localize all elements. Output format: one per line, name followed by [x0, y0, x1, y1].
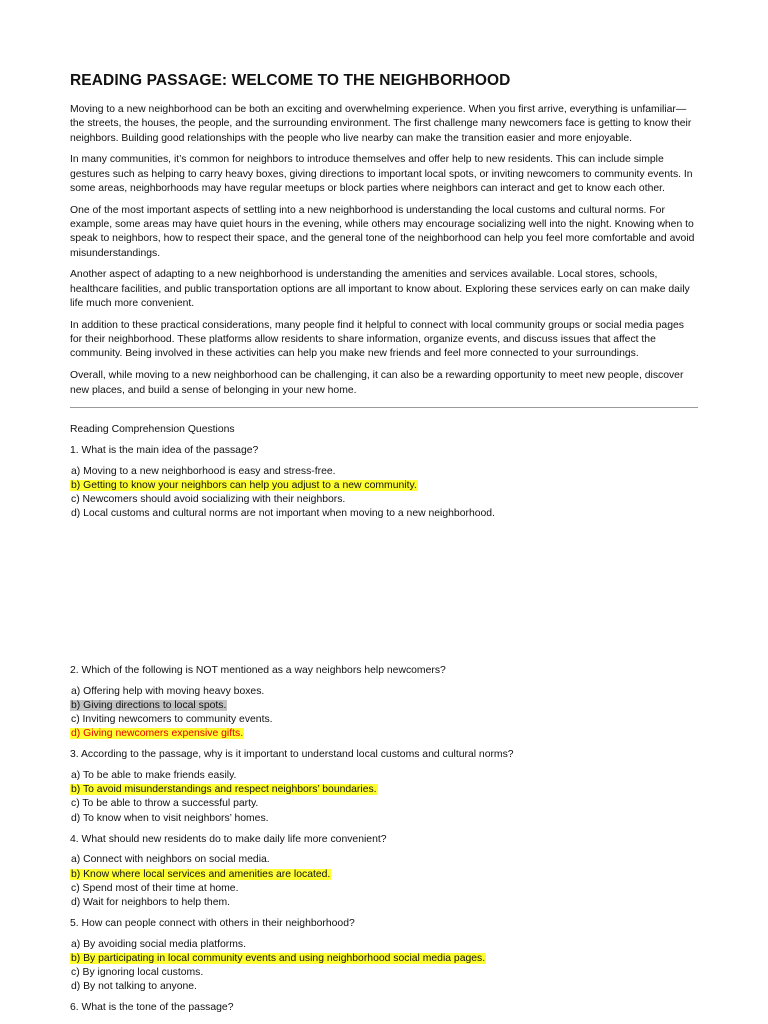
question-block	[70, 748, 698, 825]
blank-space	[70, 528, 698, 664]
section-divider	[70, 407, 698, 408]
passage-paragraph: Another aspect of adapting to a new neighborhood is understanding the amenities and services available. Local stores, schools, healthcare facilities, and public transportation options are all important to know about. Exploring these services early on can make daily life much more convenient.	[70, 269, 690, 310]
answer-option	[70, 685, 698, 699]
answer-option-text: a) To be able to make friends easily.	[71, 770, 237, 782]
answer-option	[70, 812, 698, 826]
answer-option	[70, 713, 698, 727]
answer-option-text: b) To avoid misunderstandings and respect neighbors’ boundaries.	[71, 784, 377, 796]
answer-option	[70, 980, 698, 994]
questions-heading: Reading Comprehension Questions	[70, 423, 235, 435]
answer-option	[70, 868, 698, 882]
question-block	[70, 917, 698, 994]
answer-option-text: d) Local customs and cultural norms are not important when moving to a new neighborhood.	[71, 508, 495, 520]
page-title: READING PASSAGE: WELCOME TO THE NEIGHBORHOOD	[70, 72, 511, 89]
answer-option	[70, 465, 698, 479]
answer-option-text: c) Spend most of their time at home.	[71, 882, 239, 894]
answer-option-text: a) By avoiding social media platforms.	[71, 938, 246, 950]
answer-option-text: d) To know when to visit neighbors’ homes.	[71, 812, 269, 824]
answer-option	[70, 966, 698, 980]
answer-option-text: b) Getting to know your neighbors can help you adjust to a new community.	[71, 480, 417, 492]
answer-option	[70, 783, 698, 797]
question-block	[70, 664, 698, 741]
answer-option-text: c) By ignoring local customs.	[71, 966, 204, 978]
answer-option-text: c) To be able to throw a successful party.	[71, 798, 259, 810]
question-text: 5. How can people connect with others in their neighborhood?	[70, 917, 355, 929]
answer-option-text: b) Know where local services and amenities are located.	[71, 868, 331, 880]
answer-option-text: b) Giving directions to local spots.	[71, 700, 227, 712]
answer-option-text: c) Newcomers should avoid socializing with their neighbors.	[71, 494, 346, 506]
questions-list	[70, 444, 698, 1015]
question-block	[70, 1001, 698, 1015]
passage-paragraph: One of the most important aspects of settling into a new neighborhood is understanding the local customs and cultural norms. For example, some areas may have quiet hours in the evening, while others may encourage socializing well into the night. Knowing when to speak to neighbors, how to respect their space, and the general tone of the neighborhood can help you feel more comfortable and avoid misunderstandings.	[70, 204, 695, 259]
answer-option	[70, 952, 698, 966]
answer-option-text: a) Offering help with moving heavy boxes.	[71, 686, 265, 698]
answer-option	[70, 769, 698, 783]
question-text: 6. What is the tone of the passage?	[70, 1002, 234, 1013]
answer-option-text: a) Connect with neighbors on social media.	[71, 854, 270, 866]
answer-option	[70, 853, 698, 867]
answer-option	[70, 882, 698, 896]
passage-paragraph: In many communities, it’s common for neighbors to introduce themselves and offer help to new residents. This can include simple gestures such as helping to carry heavy boxes, giving directions to important local spots, or inviting newcomers to community events. In some areas, neighborhoods may have regular meetups or block parties where neighbors can interact and get to know each other.	[70, 154, 693, 194]
answer-option	[70, 896, 698, 910]
answer-option-text: d) Giving newcomers expensive gifts.	[71, 728, 244, 740]
question-text: 1. What is the main idea of the passage?	[70, 445, 259, 457]
answer-option-text: b) By participating in local community events and using neighborhood social media pages.	[71, 952, 486, 964]
answer-option	[70, 493, 698, 507]
answer-option-text: d) By not talking to anyone.	[71, 980, 197, 992]
answer-option-text: c) Inviting newcomers to community events.	[71, 714, 273, 726]
passage-paragraph: In addition to these practical considerations, many people find it helpful to connect with local community groups or social media pages for their neighborhood. These platforms allow residents to share information, organize events, and discuss issues that affect the community. Being involved in these activities can help you make new friends and feel more connected to your surroundings.	[70, 319, 684, 360]
answer-option-text: a) Moving to a new neighborhood is easy and stress-free.	[71, 465, 336, 477]
answer-option	[70, 507, 698, 521]
question-text: 2. Which of the following is NOT mentioned as a way neighbors help newcomers?	[70, 665, 446, 677]
answer-option	[70, 727, 698, 741]
passage-paragraph: Overall, while moving to a new neighborhood can be challenging, it can also be a rewarding opportunity to meet new people, discover new places, and build a sense of belonging in your new home.	[70, 370, 684, 396]
question-text: 4. What should new residents do to make daily life more convenient?	[70, 833, 387, 845]
answer-option-text: d) Wait for neighbors to help them.	[71, 896, 231, 908]
passage	[70, 103, 698, 398]
answer-option	[70, 479, 698, 493]
question-block	[70, 444, 698, 521]
question-text: 3. According to the passage, why is it important to understand local customs and cultural norms?	[70, 749, 514, 761]
answer-option	[70, 938, 698, 952]
answer-option	[70, 699, 698, 713]
answer-option	[70, 797, 698, 811]
passage-paragraph: Moving to a new neighborhood can be both an exciting and overwhelming experience. When you first arrive, everything is unfamiliar—the streets, the houses, the people, and the surrounding environment. The first challenge many newcomers face is getting to know their neighbors. Building good relationships with the people who live nearby can make the transition easier and more enjoyable.	[70, 104, 692, 144]
question-block	[70, 833, 698, 910]
